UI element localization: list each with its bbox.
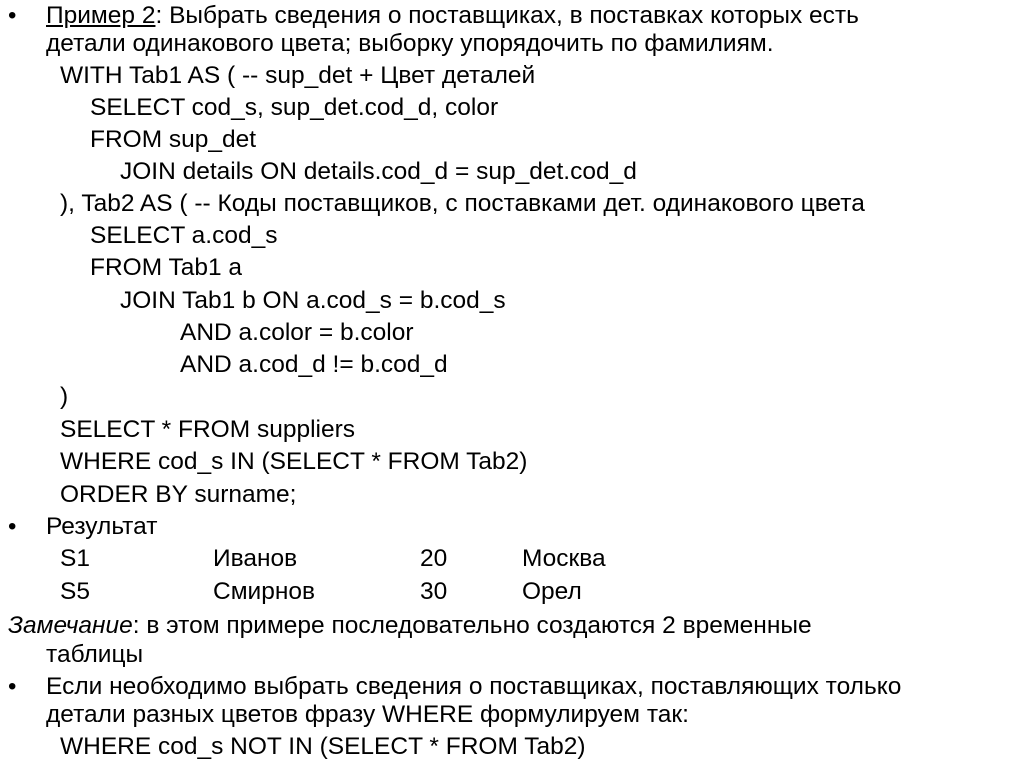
example-label: Пример 2 xyxy=(46,2,156,29)
code-line: FROM Tab1 a xyxy=(90,254,243,281)
result-cell-code: S5 xyxy=(60,578,90,605)
note-line-2: таблицы xyxy=(46,641,144,668)
result-cell-surname: Иванов xyxy=(213,545,298,572)
last-paragraph-line-1: Если необходимо выбрать сведения о поставщиках, поставляющих только xyxy=(46,673,902,700)
result-cell-status: 30 xyxy=(420,578,448,605)
last-paragraph-line-2: детали разных цветов фразу WHERE формулируем так: xyxy=(46,701,689,728)
last-code-line: WHERE cod_s NOT IN (SELECT * FROM Tab2) xyxy=(60,733,586,760)
code-line: AND a.cod_d != b.cod_d xyxy=(180,351,448,378)
example-title-line-2: детали одинакового цвета; выборку упорядочить по фамилиям. xyxy=(46,30,774,57)
example-title-text: : Выбрать сведения о поставщиках, в поставках которых есть xyxy=(155,2,859,29)
note-line-1 xyxy=(8,612,812,640)
result-cell-city: Орел xyxy=(522,578,582,605)
code-line: ) xyxy=(60,383,69,410)
code-line: JOIN details ON details.cod_d = sup_det.cod_d xyxy=(120,158,637,185)
code-line: AND a.color = b.color xyxy=(180,319,414,346)
example-title-line-1 xyxy=(46,2,859,30)
result-cell-city: Москва xyxy=(522,545,606,572)
code-line: ORDER BY surname; xyxy=(60,481,297,508)
bullet-marker: • xyxy=(8,673,17,700)
code-line: WITH Tab1 AS ( -- sup_det + Цвет деталей xyxy=(60,62,536,89)
result-label: Результат xyxy=(46,513,158,540)
result-cell-code: S1 xyxy=(60,545,90,572)
result-cell-status: 20 xyxy=(420,545,448,572)
bullet-marker: • xyxy=(8,513,17,540)
bullet-marker: • xyxy=(8,2,17,29)
code-line: JOIN Tab1 b ON a.cod_s = b.cod_s xyxy=(120,287,506,314)
note-label: Замечание xyxy=(8,612,133,639)
code-line: WHERE cod_s IN (SELECT * FROM Tab2) xyxy=(60,448,528,475)
code-line: SELECT * FROM suppliers xyxy=(60,416,355,443)
code-line: SELECT a.cod_s xyxy=(90,222,278,249)
code-line: ), Tab2 AS ( -- Коды поставщиков, с поставками дет. одинакового цвета xyxy=(60,190,865,217)
code-line: FROM sup_det xyxy=(90,126,257,153)
result-cell-surname: Смирнов xyxy=(213,578,316,605)
code-line: SELECT cod_s, sup_det.cod_d, color xyxy=(90,94,499,121)
note-text: : в этом примере последовательно создаются 2 временные xyxy=(132,612,812,639)
